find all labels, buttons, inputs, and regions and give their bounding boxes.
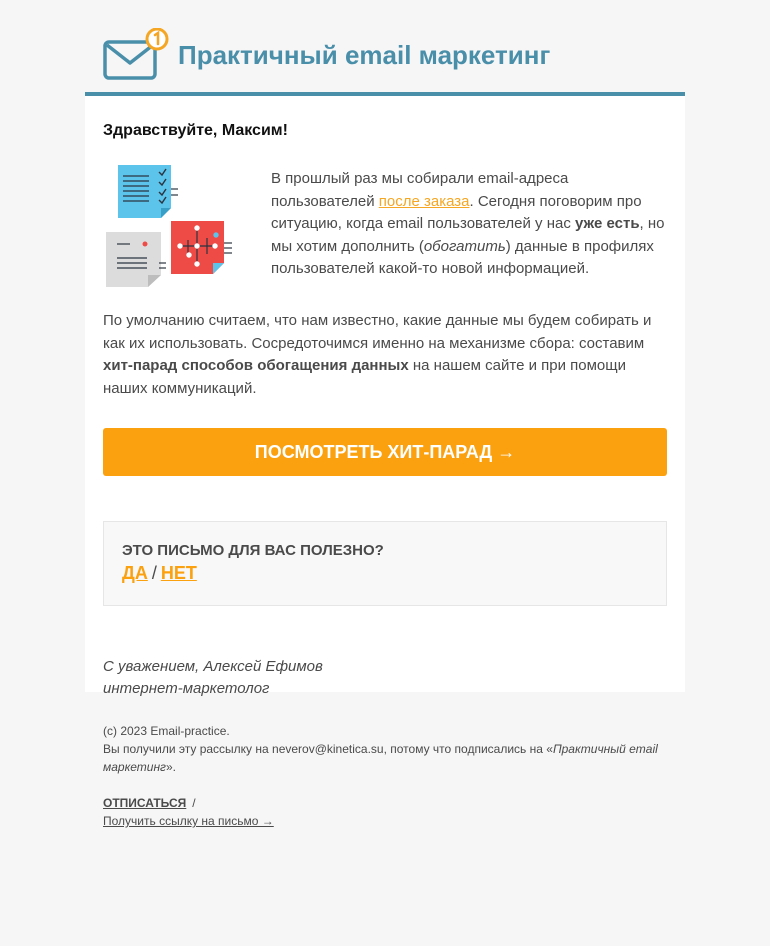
paragraph-text-part: По умолчанию считаем, что нам известно, какие данные мы будем собирать и как их использовать. Сосредоточимся именно на механизме сбора: составим [103, 312, 652, 352]
email-container [85, 0, 685, 830]
envelope-with-coin-icon [103, 28, 169, 80]
greeting: Здравствуйте, Максим! [103, 122, 288, 139]
email-footer [85, 692, 685, 830]
survey-question: ЭТО ПИСЬМО ДЛЯ ВАС ПОЛЕЗНО? [122, 542, 384, 559]
footer-links [103, 794, 667, 830]
intro-text-bold: уже есть [575, 215, 640, 232]
survey-answers [122, 563, 648, 584]
subscription-note-text: Вы получили эту рассылку на neverov@kinetica.su, потому что подписались на « [103, 742, 553, 756]
intro-text-part: , но мы хотим дополнить ( [271, 215, 665, 255]
signature-name: С уважением, Алексей Ефимов [103, 658, 323, 675]
email-body [85, 96, 685, 697]
view-hit-parade-button[interactable]: ПОСМОТРЕТЬ ХИТ-ПАРАД → [103, 428, 667, 476]
copyright: (с) 2023 Email-practice. [103, 724, 230, 738]
documents-illustration-icon [103, 160, 271, 292]
intro-text-part: В прошлый раз мы собирали email-адреса пользователей [271, 170, 569, 210]
survey-yes-link[interactable]: ДА [122, 563, 148, 583]
intro-text-italic: обогатить [423, 237, 506, 255]
paragraph-text-part: на нашем сайте и при помощи наших коммуникаций. [103, 357, 626, 397]
feedback-survey [103, 521, 667, 606]
survey-no-link[interactable]: НЕТ [160, 563, 197, 583]
signature-role: интернет-маркетолог [103, 680, 270, 697]
paragraph-text-bold: хит-парад способов обогащения данных [103, 357, 409, 374]
subscription-note-text: ». [165, 760, 176, 774]
intro-text [271, 168, 667, 292]
subscription-list-name: Практичный email маркетинг [103, 742, 658, 774]
intro-section [103, 160, 667, 292]
after-order-link[interactable]: после заказа [378, 192, 470, 210]
intro-text-part: . Сегодня поговорим про ситуацию, когда email пользователей у нас [271, 192, 642, 232]
brand-title: Практичный email маркетинг [178, 40, 551, 70]
body-paragraph [103, 310, 667, 400]
footer-separator: / [192, 796, 196, 810]
get-letter-link[interactable]: Получить ссылку на письмо → [103, 814, 274, 828]
unsubscribe-link[interactable]: ОТПИСАТЬСЯ [103, 796, 187, 810]
intro-text-part: ) данные в профилях пользователей какой-то новой информацией. [271, 237, 654, 277]
email-header [85, 0, 685, 96]
survey-separator: / [151, 563, 157, 583]
subscription-note [103, 740, 667, 776]
